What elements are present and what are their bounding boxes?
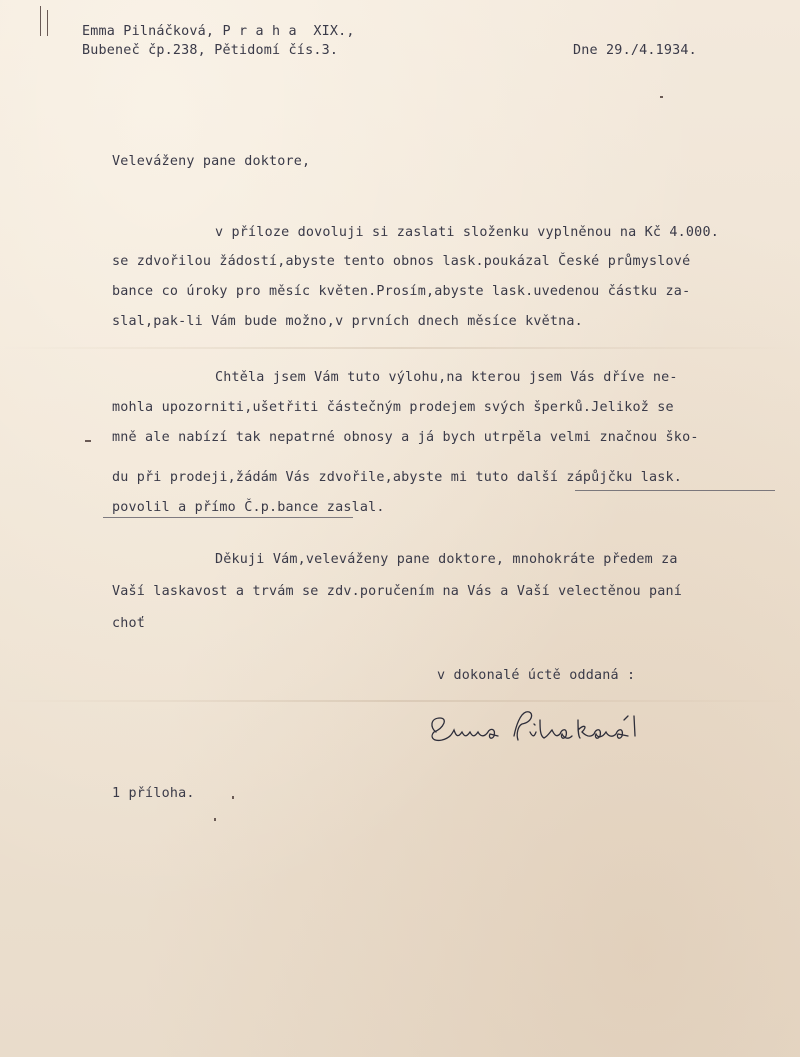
paragraph-3-line-1: Děkuji Vám,veleváženy pane doktore, mnohokráte předem za [215, 552, 678, 567]
paragraph-1-line-1: v příloze dovoluji si zaslati složenku vyplněnou na Kč 4.000. [215, 225, 719, 240]
paragraph-2-line-5: povolil a přímo Č.p.bance zaslal. [112, 500, 385, 515]
margin-mark [40, 6, 41, 36]
sender-address-line-1: Emma Pilnáčková, P r a h a XIX., [82, 24, 355, 39]
margin-mark [47, 10, 48, 36]
paragraph-2-line-2: mohla upozorniti,ušetřiti částečným prodejem svých šperků.Jelikož se [112, 400, 674, 415]
ink-speck [85, 440, 91, 442]
ink-speck [214, 818, 216, 821]
sender-address-line-2: Bubeneč čp.238, Pětidomí čís.3. [82, 43, 339, 58]
letter-date: Dne 29./4.1934. [573, 43, 697, 58]
paragraph-1-line-3: bance co úroky pro měsíc květen.Prosím,abyste lask.uvedenou částku za- [112, 284, 691, 299]
salutation: Veleváženy pane doktore, [112, 154, 311, 169]
closing-phrase: v dokonalé úctě oddaná : [437, 668, 636, 683]
paragraph-2-line-4: du při prodeji,žádám Vás zdvořile,abyste mi tuto další zápůjčku lask. [112, 470, 683, 485]
paragraph-2-line-1: Chtěla jsem Vám tuto výlohu,na kterou jsem Vás dříve ne- [215, 370, 678, 385]
paragraph-2-line-3: mně ale nabízí tak nepatrné obnosy a já bych utrpěla velmi značnou ško- [112, 430, 699, 445]
paragraph-3-line-3: choť [112, 616, 146, 631]
paper-fold [0, 700, 800, 702]
ink-speck [660, 96, 663, 98]
pencil-underline [103, 517, 353, 518]
paper-fold [0, 347, 800, 349]
ink-speck [232, 796, 234, 799]
handwritten-signature [422, 706, 652, 752]
enclosure-note: 1 příloha. [112, 786, 195, 801]
paragraph-3-line-2: Vaší laskavost a trvám se zdv.poručením na Vás a Vaší velectěnou paní [112, 584, 683, 599]
paragraph-1-line-4: slal,pak-li Vám bude možno,v prvních dnech měsíce května. [112, 314, 583, 329]
paragraph-1-line-2: se zdvořilou žádostí,abyste tento obnos lask.poukázal České průmyslové [112, 254, 691, 269]
pencil-underline [575, 490, 775, 491]
